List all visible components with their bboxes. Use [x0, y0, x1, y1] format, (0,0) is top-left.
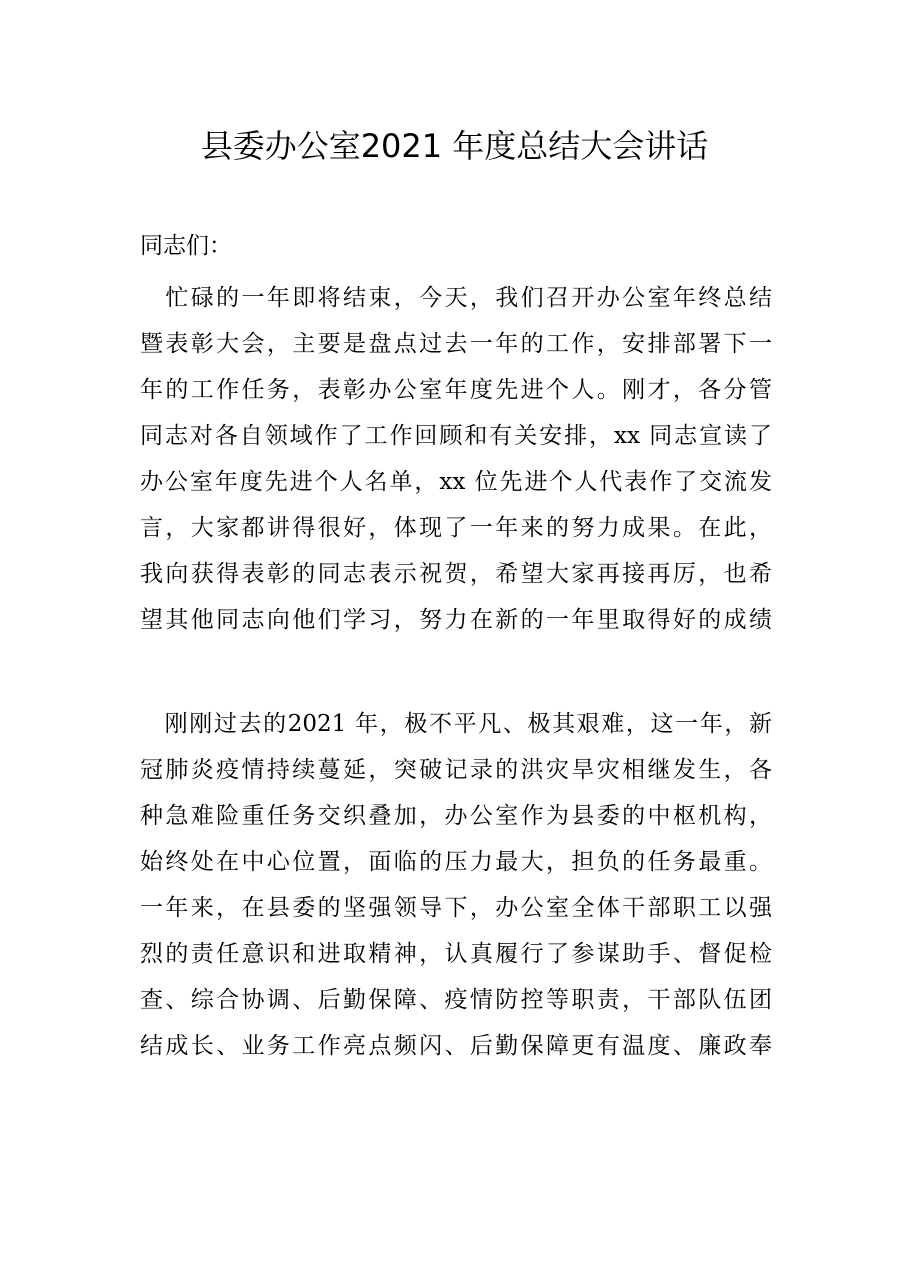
- paragraph-line: 烈的责任意识和进取精神，认真履行了参谋助手、督促检: [140, 941, 772, 967]
- salutation: 同志们：: [140, 233, 232, 259]
- paragraph-line: 种急难险重任务交织叠加，办公室作为县委的中枢机构，: [140, 803, 772, 829]
- paragraph-1: [140, 275, 772, 643]
- document-title: 县委办公室2021 年度总结大会讲话: [200, 127, 709, 165]
- paragraph-line: 我向获得表彰的同志表示祝贺，希望大家再接再厉，也希: [140, 561, 772, 587]
- paragraph-line: 言，大家都讲得很好，体现了一年来的努力成果。在此，: [140, 515, 772, 541]
- paragraph-line: 年的工作任务，表彰办公室年度先进个人。刚才，各分管: [140, 377, 772, 403]
- paragraph-line: 刚刚过去的2021 年，极不平凡、极其艰难，这一年，新: [140, 711, 772, 737]
- paragraph-line: 望其他同志向他们学习，努力在新的一年里取得好的成绩: [140, 607, 772, 633]
- paragraph-line: 始终处在中心位置，面临的压力最大，担负的任务最重。: [140, 849, 772, 875]
- paragraph-line: 忙碌的一年即将结束，今天，我们召开办公室年终总结: [140, 285, 772, 311]
- paragraph-line: 同志对各自领域作了工作回顾和有关安排，xx 同志宣读了: [140, 423, 772, 449]
- paragraph-line: 办公室年度先进个人名单，xx 位先进个人代表作了交流发: [140, 469, 772, 495]
- paragraph-line: 暨表彰大会，主要是盘点过去一年的工作，安排部署下一: [140, 331, 772, 357]
- paragraph-line: 查、综合协调、后勤保障、疫情防控等职责，干部队伍团: [140, 987, 772, 1013]
- paragraph-line: 冠肺炎疫情持续蔓延，突破记录的洪灾旱灾相继发生，各: [140, 757, 772, 783]
- paragraph-2: [140, 701, 772, 1069]
- paragraph-line: 一年来，在县委的坚强领导下，办公室全体干部职工以强: [140, 895, 772, 921]
- paragraph-line: 结成长、业务工作亮点频闪、后勤保障更有温度、廉政奉: [140, 1033, 772, 1059]
